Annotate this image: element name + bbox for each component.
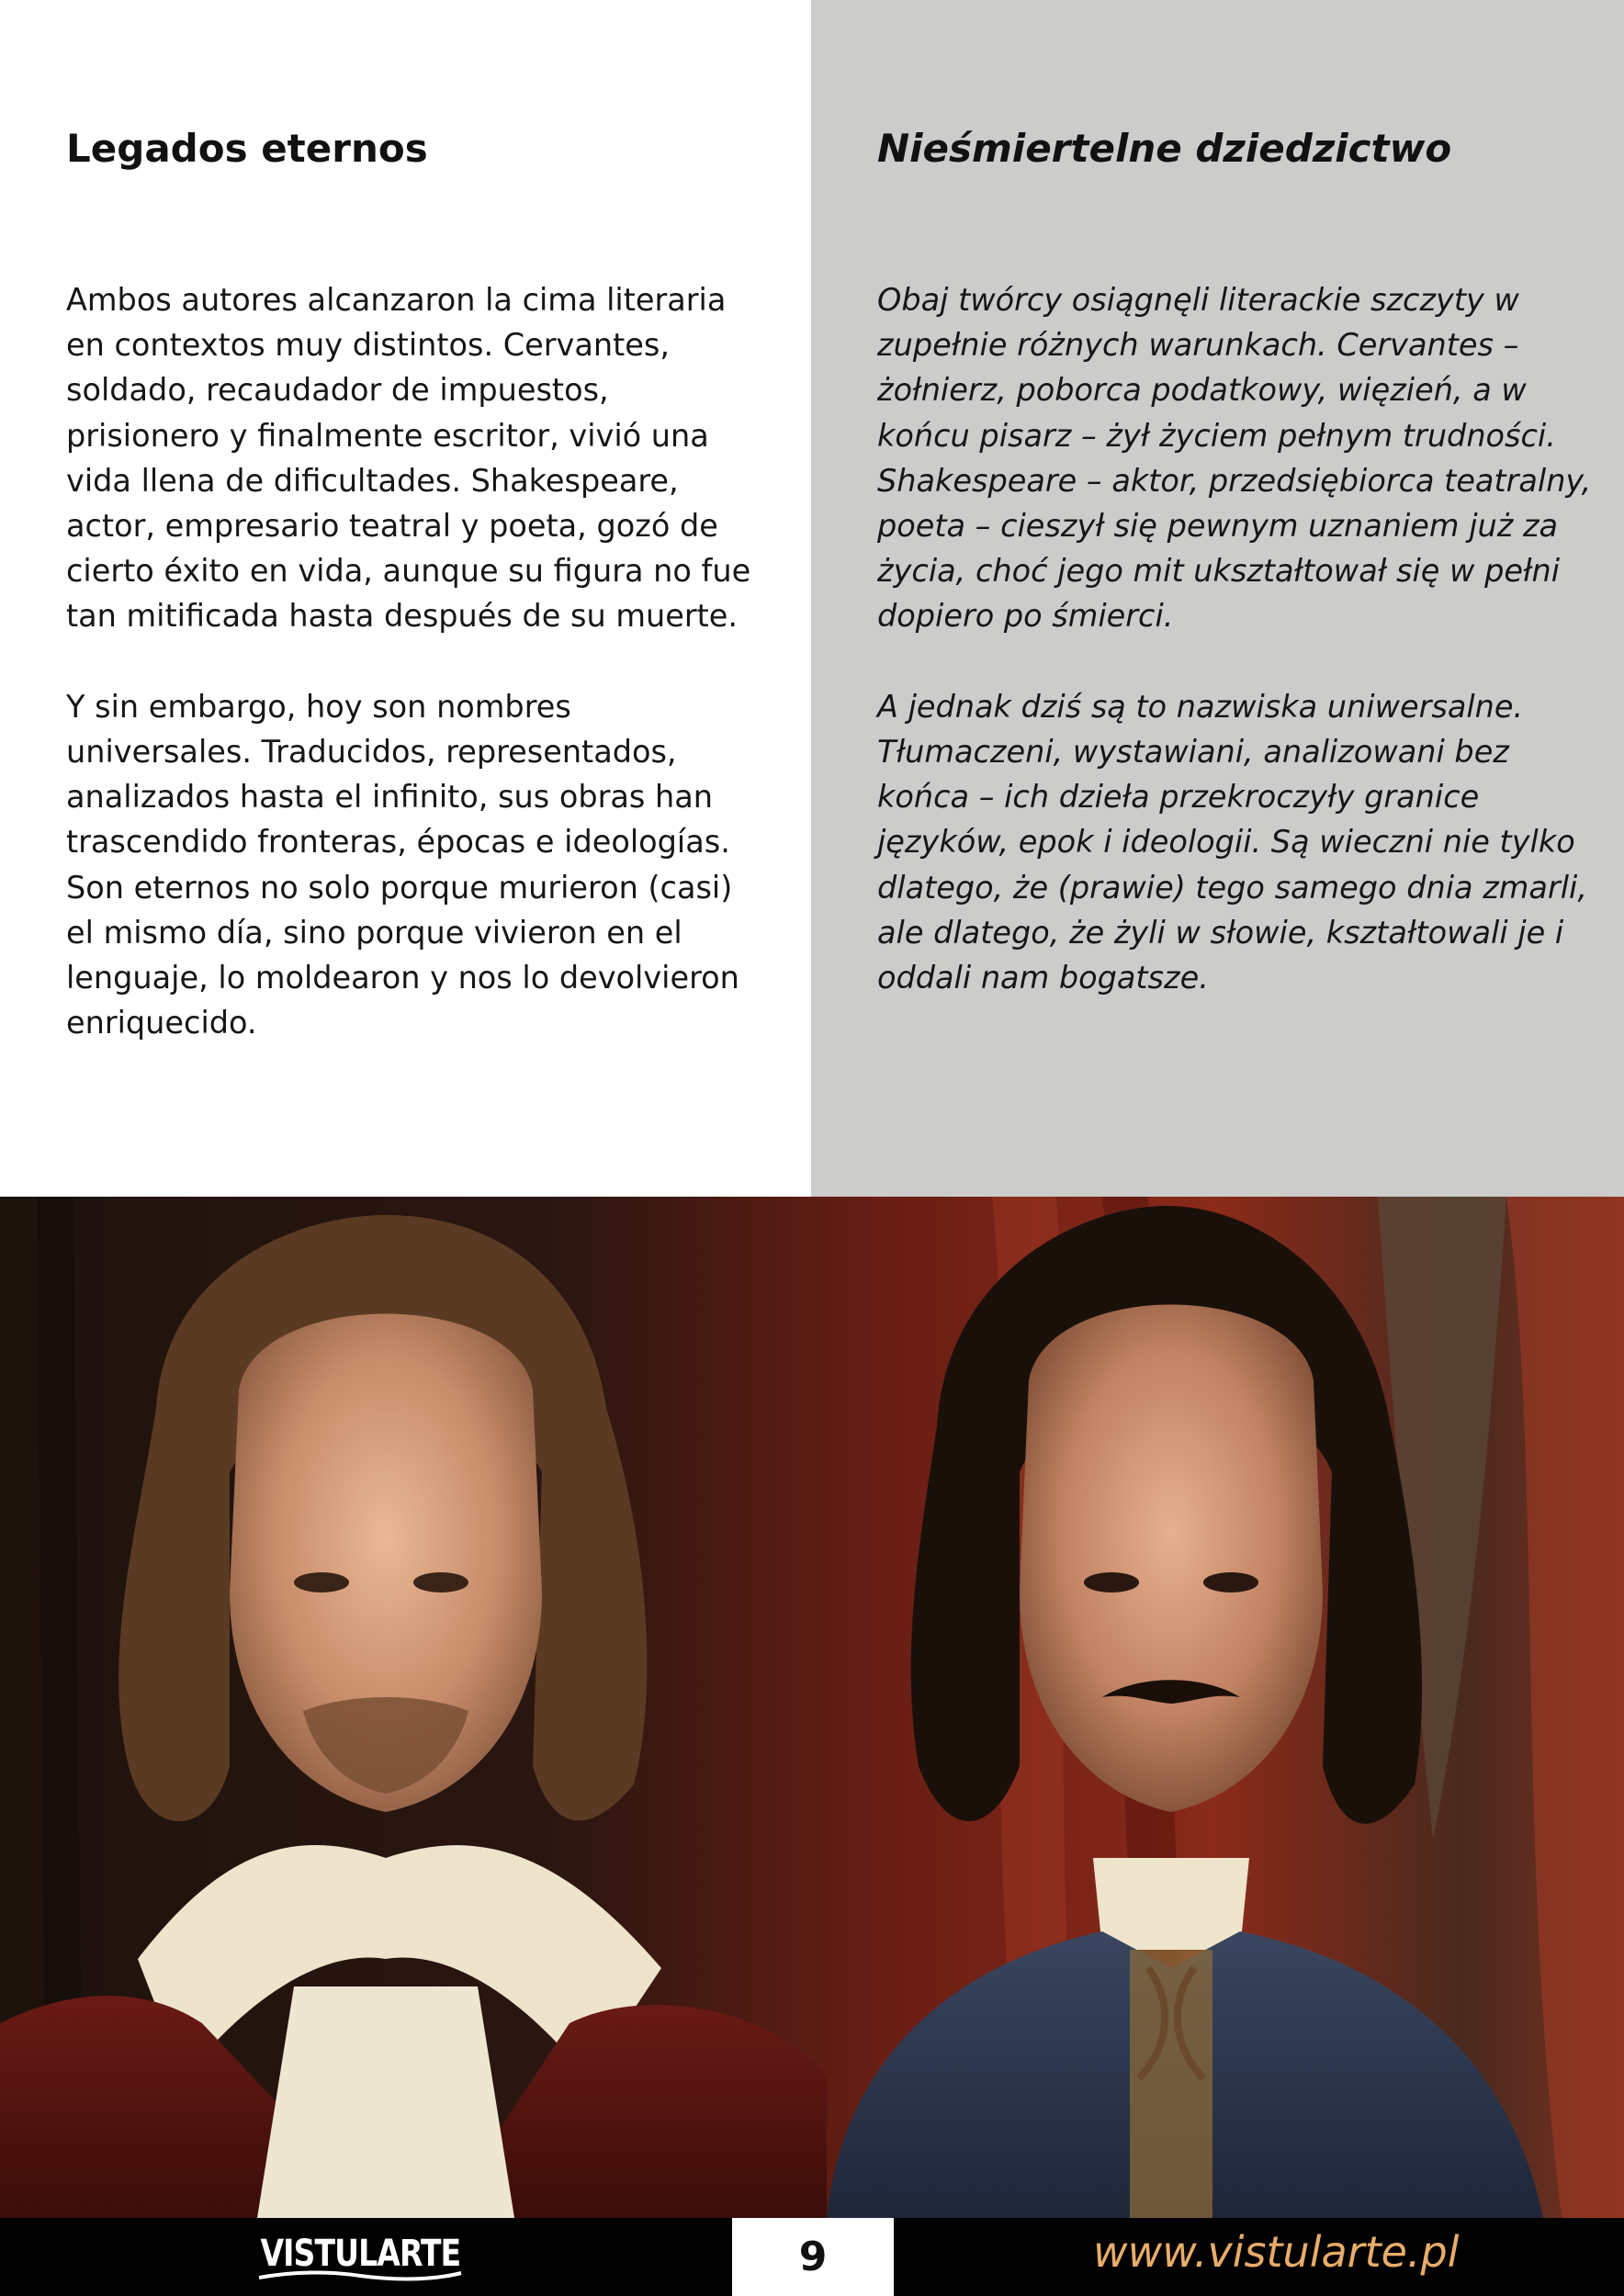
website-link[interactable]: www.vistularte.pl — [1093, 2227, 1460, 2277]
spanish-heading: Legados eternos — [66, 126, 428, 171]
polish-paragraph-1: Obaj twórcy osiągnęli literackie szczyty w zupełnie różnych warunkach. Cervantes – żołnierz, poborca podatkowy, więzień, a w końcu pisarz – żył życiem pełnym trudności. Shakespeare – aktor, przedsiębiorca teatralny, poeta – cieszył się pewnym uznaniem już za życia, choć jego mit ukształtował się w pełni dopiero po śmierci. — [877, 282, 1592, 635]
page-footer — [0, 2218, 1624, 2296]
spanish-body — [66, 277, 764, 1091]
polish-heading: Nieśmiertelne dziedzictwo — [877, 126, 1452, 171]
polish-paragraph-2: A jednak dziś są to nazwiska uniwersalne. Tłumaczeni, wystawiani, analizowani bez końca – ich dzieła przekroczyły granice języków, epok i ideologii. Są wieczni nie tylko dlatego, że (prawie) tego samego dnia zmarli, ale dlatego, że żyli w słowie, kształtowali je i oddali nam bogatsze. — [877, 688, 1587, 996]
logo-text: VISTULARTE — [260, 2233, 461, 2275]
spanish-paragraph-1: Ambos autores alcanzaron la cima literaria en contextos muy distintos. Cervantes, soldado, recaudador de impuestos, prisionero y finalmente escritor, vivió una vida llena de dificultades. Shakespeare, actor, empresario teatral y poeta, gozó de cierto éxito en vida, aunque su figura no fue tan mitificada hasta después de su muerte. — [66, 282, 751, 635]
polish-body — [877, 277, 1603, 1045]
polish-column — [811, 0, 1624, 1197]
double-portrait-image — [0, 1197, 1624, 2218]
vistularte-logo — [252, 2229, 468, 2284]
spanish-column — [0, 0, 811, 1197]
page-number: 9 — [732, 2218, 894, 2296]
logo-wave-icon — [257, 2269, 463, 2282]
spanish-paragraph-2: Y sin embargo, hoy son nombres universales. Traducidos, representados, analizados hasta el infinito, sus obras han trascendido fronteras, épocas e ideologías. Son eternos no solo porque murieron (casi) el mismo día, sino porque vivieron en el lenguaje, lo moldearon y nos lo devolvieron enriquecido. — [66, 688, 739, 1041]
